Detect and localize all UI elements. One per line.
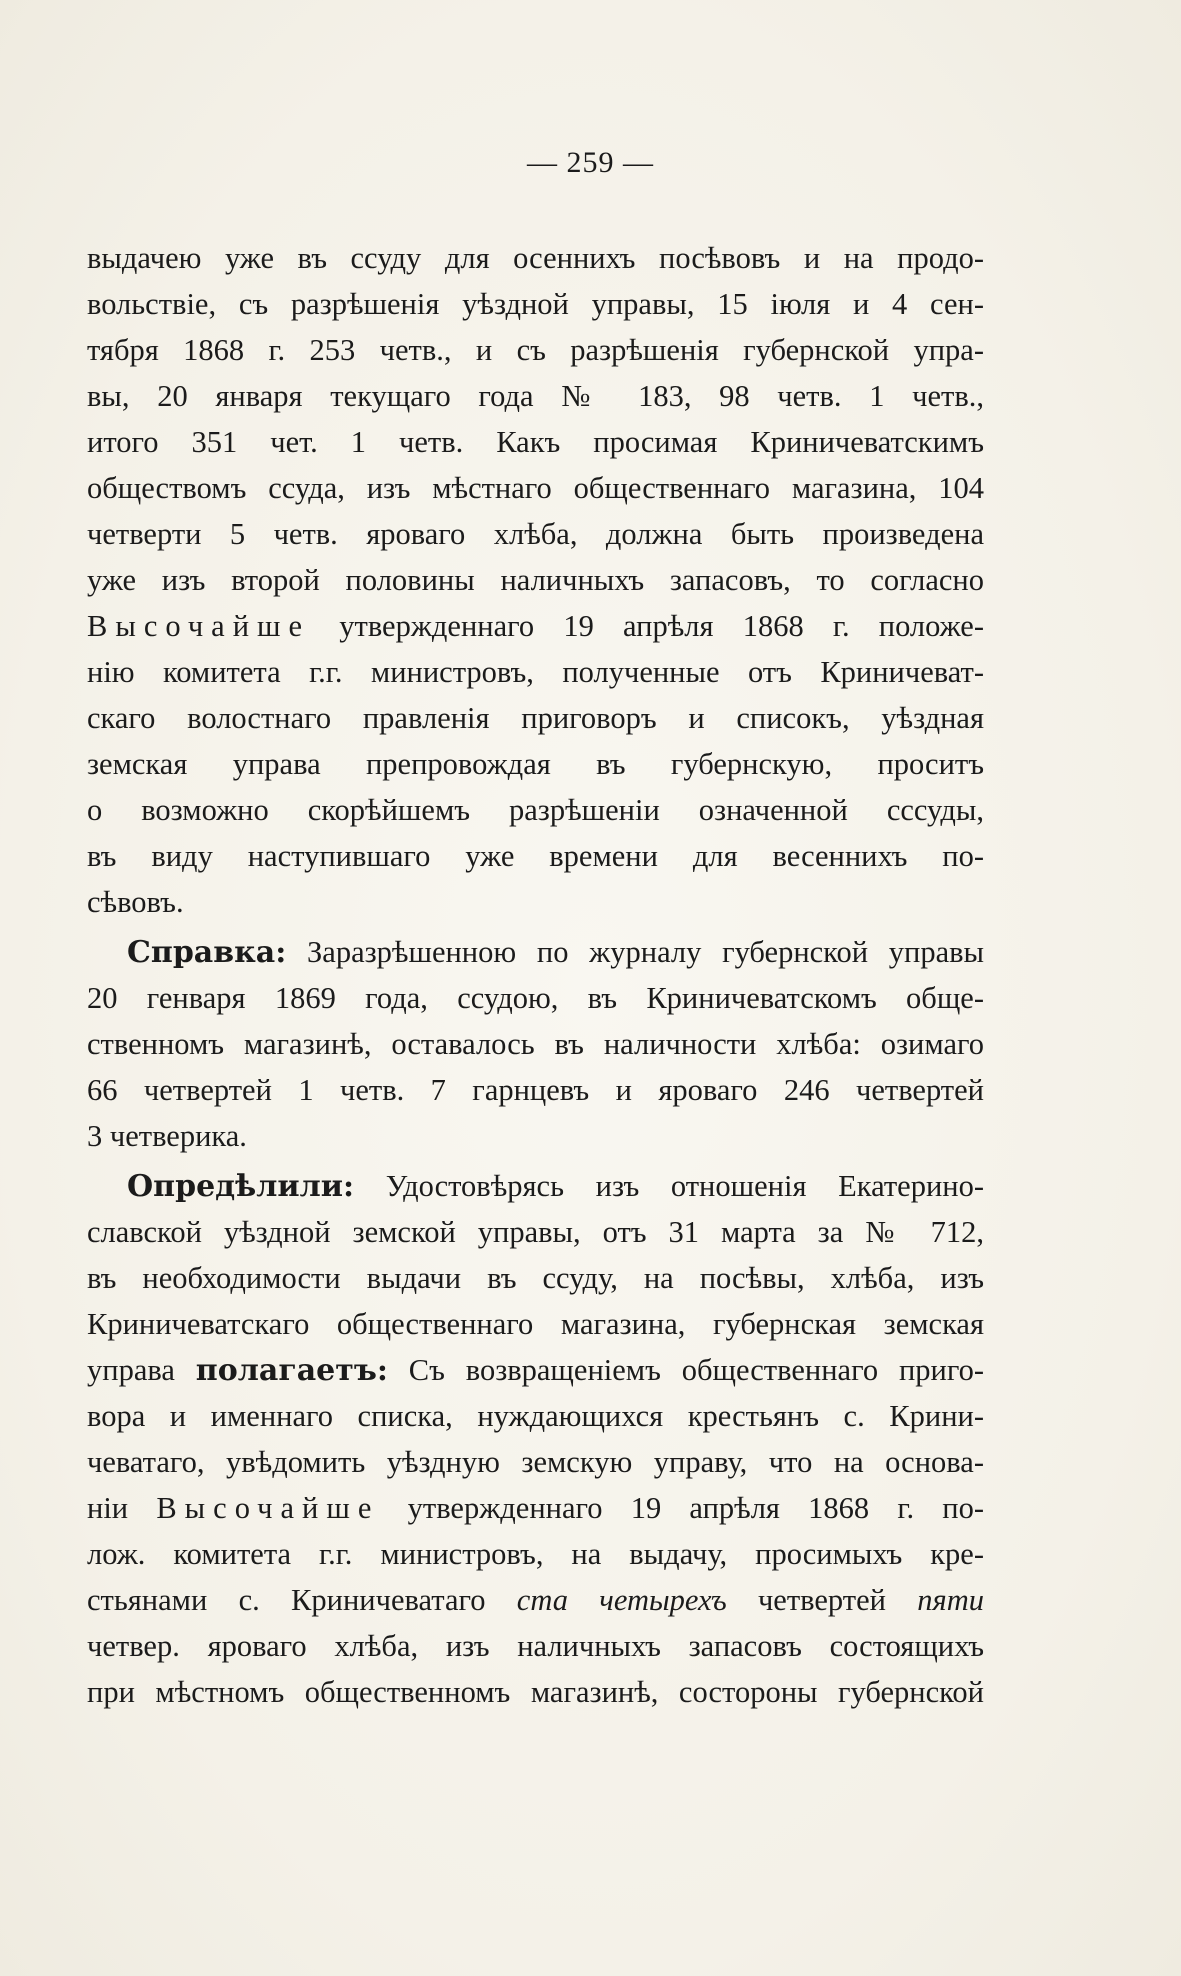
body-text: [87, 235, 984, 1715]
text-fragment: Съ возвращеніемъ общественнаго приго-: [387, 1353, 984, 1387]
polagaet-label: полагаетъ:: [195, 1353, 388, 1388]
text-line: въ необходимости выдачи въ ссуду, на посѣвы, хлѣба, изъ: [87, 1261, 984, 1295]
text-line: тября 1868 г. 253 четв., и съ разрѣшенія губернской упра-: [87, 333, 984, 367]
text-line: 20 генваря 1869 года, ссудою, въ Криничеватскомъ обще-: [87, 981, 984, 1015]
text-line: земская управа препровождая въ губернскую, проситъ: [87, 747, 984, 781]
text-line: въ виду наступившаго уже времени для весеннихъ по-: [87, 839, 984, 873]
text-line: лож. комитета г.г. министровъ, на выдачу, просимыхъ кре-: [87, 1537, 984, 1571]
text-line: 66 четвертей 1 четв. 7 гарнцевъ и яроваго 246 четвертей: [87, 1073, 984, 1107]
page-number: — 259 —: [527, 146, 654, 179]
text-line: сѣвовъ.: [87, 885, 184, 919]
text-line: выдачею уже въ ссуду для осеннихъ посѣвовъ и на продо-: [87, 241, 984, 275]
text-fragment: утвержденнаго 19 апрѣля 1868 г. по-: [379, 1491, 984, 1525]
opredelili-label: Опредѣлили:: [127, 1169, 355, 1204]
text-line: при мѣстномъ общественномъ магазинѣ, состороны губернской: [87, 1675, 984, 1709]
text-fragment: Удостовѣрясь изъ отношенія Екатерино-: [354, 1169, 984, 1203]
text-line: итого 351 чет. 1 четв. Какъ просимая Криничеватскимъ: [87, 425, 984, 459]
text-fragment: управа: [87, 1353, 196, 1387]
text-fragment: стьянами с. Криничеватаго: [87, 1583, 517, 1617]
text-line: чеватаго, увѣдомить уѣздную земскую управу, что на основа-: [87, 1445, 984, 1479]
text-fragment: Заразрѣшенною по журналу губернской управы: [286, 935, 984, 969]
spravka-label: Справка:: [127, 935, 287, 970]
text-line: вора и именнаго списка, нуждающихся крестьянъ с. Крини-: [87, 1399, 984, 1433]
opredelili-paragraph-start: [87, 1163, 984, 1209]
text-line: четверти 5 четв. яроваго хлѣба, должна быть произведена: [87, 517, 984, 551]
text-line: Криничеватскаго общественнаго магазина, губернская земская: [87, 1307, 984, 1341]
text-line: обществомъ ссуда, изъ мѣстнаго общественнаго магазина, 104: [87, 471, 984, 505]
emphasized-word: Высочайше: [156, 1491, 380, 1525]
emphasized-word: Высочайше: [87, 609, 311, 643]
text-line: 3 четверика.: [87, 1119, 247, 1153]
text-line: вольствіе, съ разрѣшенія уѣздной управы, 15 іюля и 4 сен-: [87, 287, 984, 321]
text-line: [87, 1577, 984, 1623]
italic-fragment: пяти: [917, 1583, 984, 1617]
text-line: ственномъ магазинѣ, оставалось въ наличности хлѣба: озимаго: [87, 1027, 984, 1061]
text-line: уже изъ второй половины наличныхъ запасовъ, то согласно: [87, 563, 984, 597]
text-fragment: ніи: [87, 1491, 157, 1525]
spravka-paragraph-start: [87, 929, 984, 975]
text-fragment: четвертей: [726, 1583, 918, 1617]
text-line: [87, 1485, 984, 1531]
text-line: о возможно скорѣйшемъ разрѣшеніи означенной сссуды,: [87, 793, 984, 827]
text-fragment: утвержденнаго 19 апрѣля 1868 г. положе-: [310, 609, 984, 643]
text-line: славской уѣздной земской управы, отъ 31 марта за № 712,: [87, 1215, 984, 1249]
text-line: четвер. яроваго хлѣба, изъ наличныхъ запасовъ состоящихъ: [87, 1629, 984, 1663]
text-line: вы, 20 января текущаго года № 183, 98 четв. 1 четв.,: [87, 379, 984, 413]
text-line: [87, 1347, 984, 1393]
text-line: нію комитета г.г. министровъ, полученные отъ Криничеват-: [87, 655, 984, 689]
text-line: [87, 603, 984, 649]
italic-fragment: ста четырехъ: [516, 1583, 727, 1617]
text-line: скаго волостнаго правленія приговоръ и списокъ, уѣздная: [87, 701, 984, 735]
